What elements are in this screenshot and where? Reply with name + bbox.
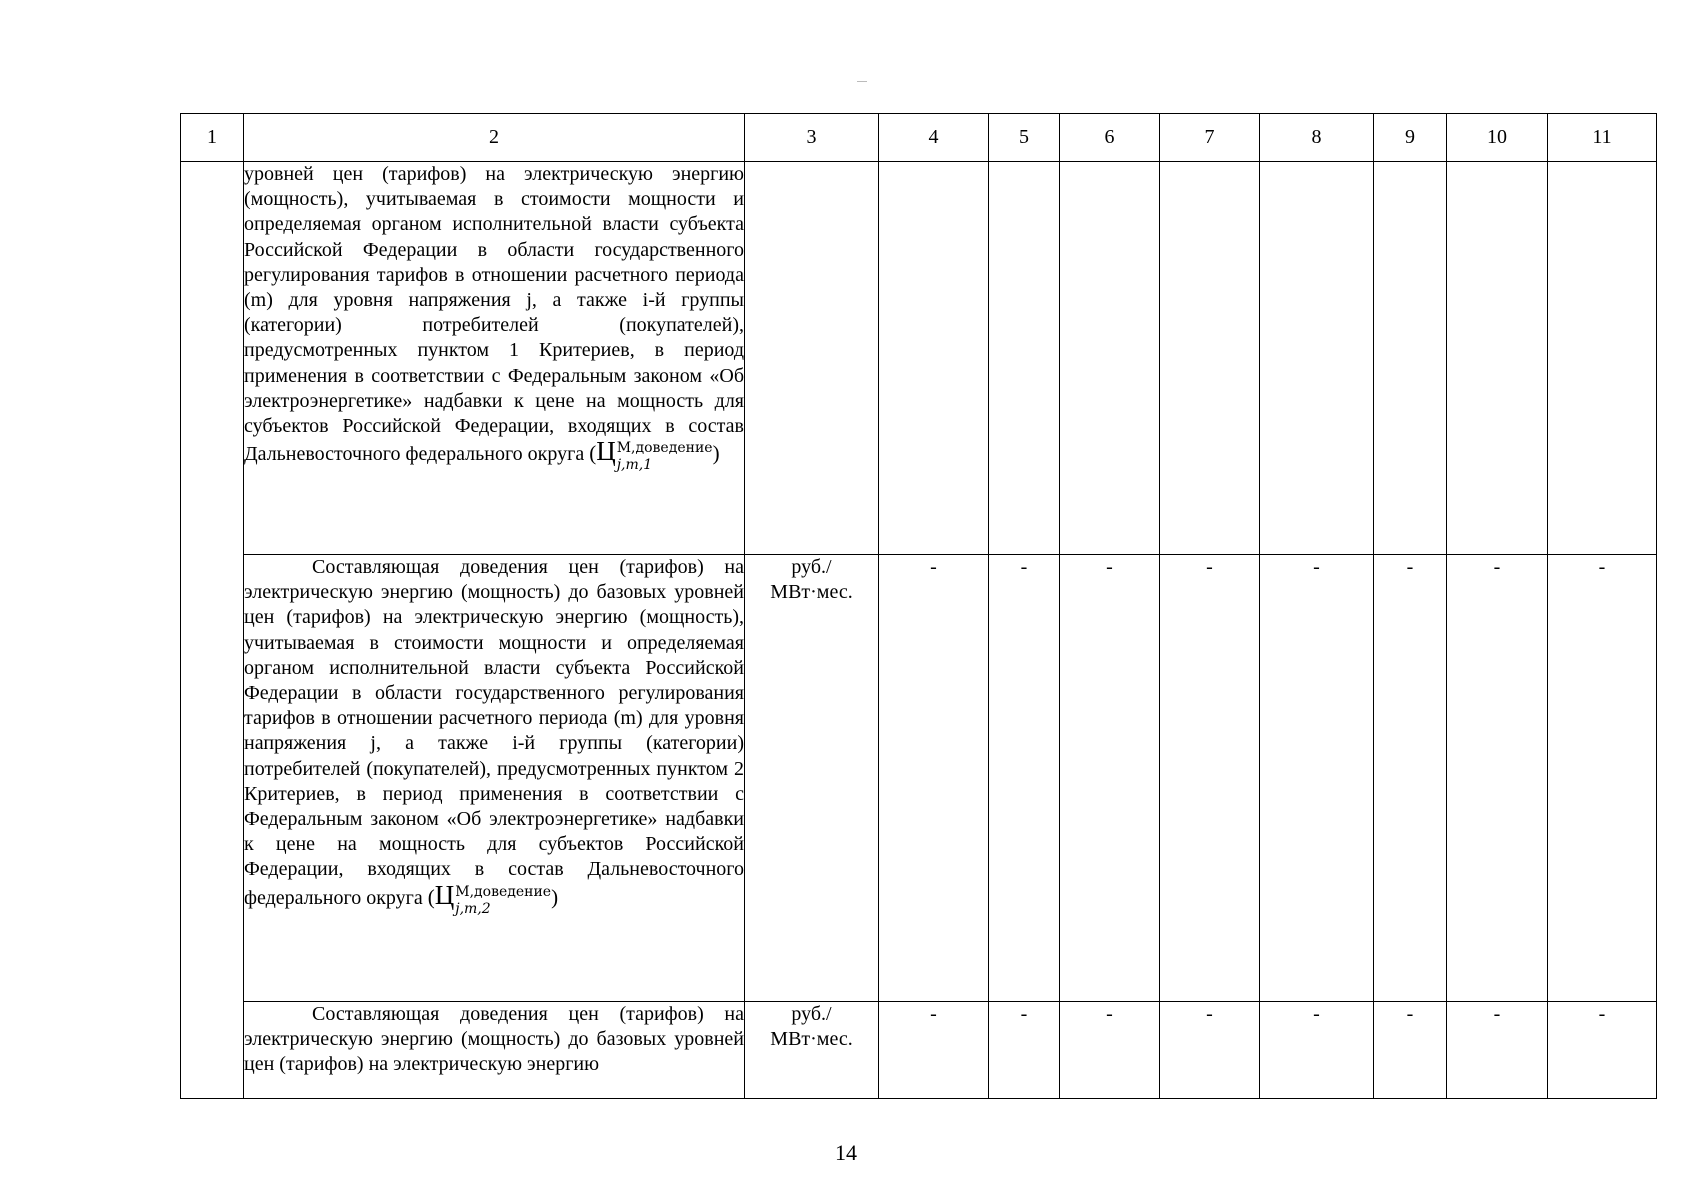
unit-cell [745, 162, 879, 555]
header-cell: 11 [1548, 114, 1657, 162]
description-cell [244, 555, 745, 1002]
header-cell: 3 [745, 114, 879, 162]
formula-subscript: j,m,1 [616, 457, 653, 474]
formula-symbol: Ц [434, 879, 455, 910]
header-cell: 2 [244, 114, 745, 162]
formula-close-paren: ) [712, 441, 720, 466]
value-cell: - [1374, 555, 1447, 1002]
value-cell: - [1060, 1002, 1160, 1099]
value-cell: - [1447, 1002, 1548, 1099]
header-cell: 1 [181, 114, 244, 162]
value-cell: - [1260, 1002, 1374, 1099]
value-cell: - [989, 555, 1060, 1002]
value-cell [1374, 162, 1447, 555]
value-cell [1548, 162, 1657, 555]
value-cell: - [879, 555, 989, 1002]
description-text: уровней цен (тарифов) на электрическую энергию (мощность), учитываемая в стоимости мощности и определяемая органом исполнительной власти субъекта Российской Федерации в области государственного регулирования тарифов в отношении расчетного периода (m) для уровня напряжения j, а также i-й группы (категории) потребителей (покупателей), предусмотренных пунктом 1 Критериев, в период применения в соответствии с Федеральным законом «Об электроэнергетике» надбавки к цене на мощность для субъектов Российской Федерации, входящих в состав Дальневосточного федерального округа [244, 163, 744, 466]
unit-line: руб./ [791, 556, 832, 578]
header-cell: 10 [1447, 114, 1548, 162]
value-cell [989, 162, 1060, 555]
scan-artifact [857, 81, 867, 82]
unit-line: МВт·мес. [770, 1028, 853, 1051]
page-number: 14 [835, 1140, 857, 1165]
formula-open-paren: ( [589, 441, 597, 466]
value-cell [879, 162, 989, 555]
unit-cell [745, 1002, 879, 1099]
table-row [181, 162, 1657, 555]
header-cell: 7 [1160, 114, 1260, 162]
value-cell [1060, 162, 1160, 555]
unit-line: МВт·мес. [770, 581, 853, 604]
header-cell: 5 [989, 114, 1060, 162]
value-cell [1447, 162, 1548, 555]
header-cell: 8 [1260, 114, 1374, 162]
description-cell [244, 162, 745, 555]
value-cell [1260, 162, 1374, 555]
description-text: Составляющая доведения цен (тарифов) на электрическую энергию (мощность) до базовых уровней цен (тарифов) на электрическую энергию [244, 1003, 744, 1076]
formula-subscript: j,m,2 [455, 900, 491, 917]
value-cell: - [1548, 1002, 1657, 1099]
formula-symbol: Ц [596, 436, 616, 467]
value-cell: - [1447, 555, 1548, 1002]
value-cell: - [1060, 555, 1160, 1002]
value-cell: - [1160, 555, 1260, 1002]
description-cell [244, 1002, 745, 1099]
value-cell: - [1260, 555, 1374, 1002]
table-row [181, 1002, 1657, 1099]
price-formula [427, 879, 559, 918]
value-cell: - [1548, 555, 1657, 1002]
header-cell: 9 [1374, 114, 1447, 162]
value-cell: - [879, 1002, 989, 1099]
row-number-cell [181, 162, 244, 1099]
value-cell: - [1160, 1002, 1260, 1099]
description-text: Составляющая доведения цен (тарифов) на электрическую энергию (мощность) до базовых уровней цен (тарифов) на электрическую энергию (мощность), учитываемая в стоимости мощности и определяемая органом исполнительной власти субъекта Российской Федерации в области государственного регулирования тарифов в отношении расчетного периода (m) для уровня напряжения j, а также i-й группы (категории) потребителей (покупателей), предусмотренных пунктом 2 Критериев, в период применения в соответствии с Федеральным законом «Об электроэнергетике» надбавки к цене на мощность для субъектов Российской Федерации, входящих в состав Дальневосточного федерального округа [244, 556, 744, 909]
formula-open-paren: ( [427, 884, 435, 909]
value-cell: - [989, 1002, 1060, 1099]
value-cell: - [1374, 1002, 1447, 1099]
formula-superscript: М,доведение [616, 440, 713, 457]
unit-line: руб./ [791, 1003, 832, 1025]
table-header-row [181, 114, 1657, 162]
tariff-table [180, 113, 1657, 1099]
value-cell [1160, 162, 1260, 555]
header-cell: 6 [1060, 114, 1160, 162]
table-row [181, 555, 1657, 1002]
formula-close-paren: ) [551, 884, 559, 909]
price-formula [589, 436, 720, 474]
header-cell: 4 [879, 114, 989, 162]
unit-cell [745, 555, 879, 1002]
formula-superscript: М,доведение [455, 883, 552, 900]
